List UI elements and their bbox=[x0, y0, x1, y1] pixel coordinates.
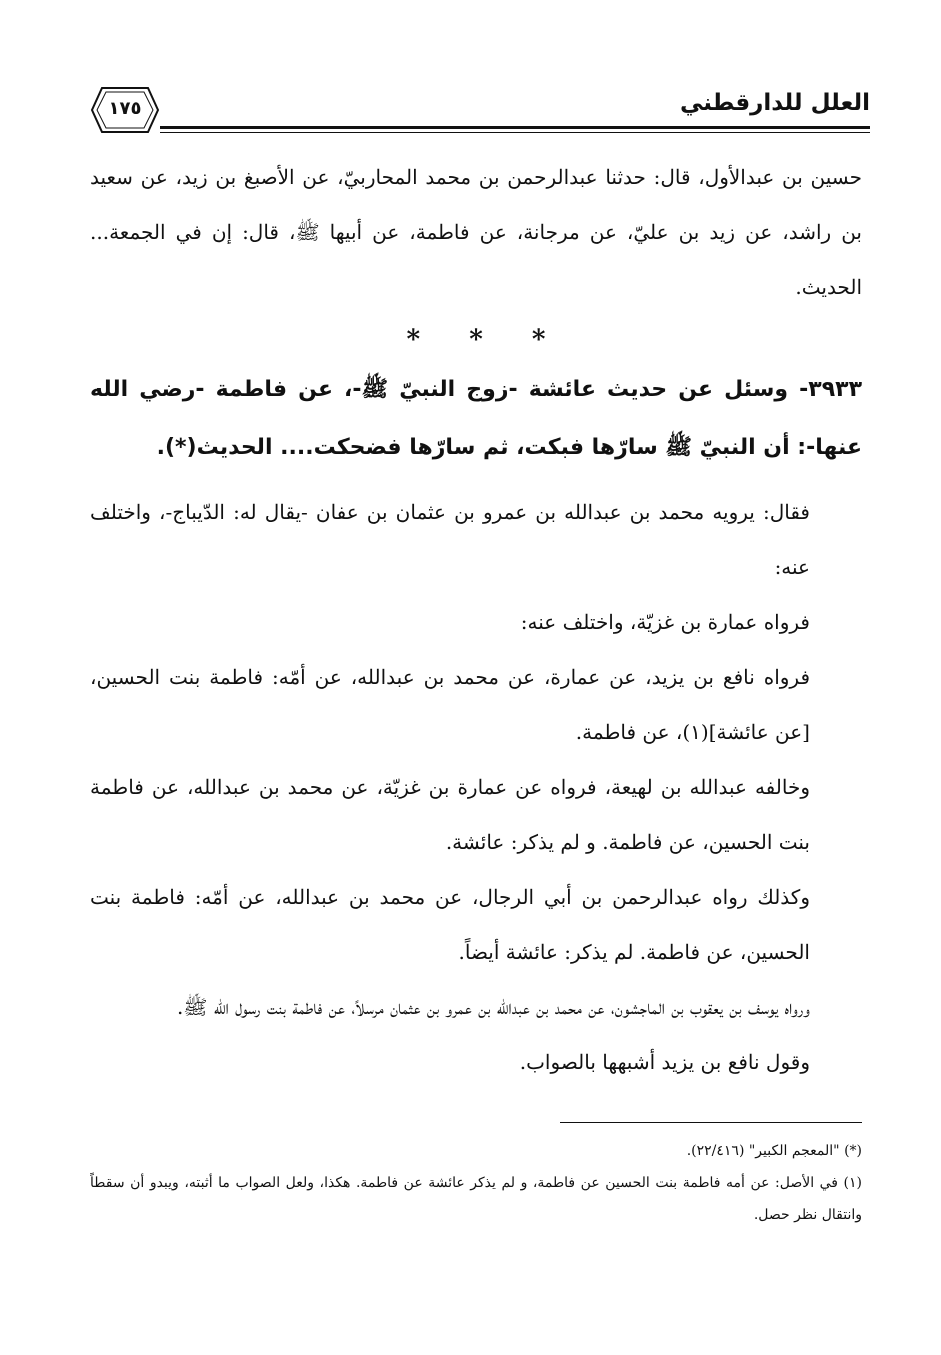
footnotes bbox=[90, 1135, 862, 1231]
paragraph-8: وقول نافع بن يزيد أشبهها بالصواب. bbox=[519, 1050, 810, 1074]
paragraph-6: وكذلك رواه عبدالرحمن بن أبي الرجال، عن محمد بن عبدالله، عن أمّه: فاطمة بنت الحسين، عن فاطمة. لم يذكر: عائشة أيضاً. bbox=[90, 885, 810, 964]
paragraph-1: حسين بن عبدالأول، قال: حدثنا عبدالرحمن بن محمد المحاربيّ، عن الأصبغ بن زيد، عن سعيد بن راشد، عن زيد بن عليّ، عن مرجانة، عن فاطمة، عن أبيها ﷺ، قال: إن في الجمعة... الحديث. bbox=[90, 165, 862, 299]
page-header bbox=[90, 80, 870, 140]
paragraph-7: ورواه يوسف بن يعقوب بن الماجشون، عن محمد بن عبدالله بن عمرو بن عثمان مرسلاً، عن فاطمة بنت رسول الله ﷺ. bbox=[176, 995, 810, 1019]
header-rule-thin bbox=[160, 132, 870, 133]
paragraph-2: فقال: يرويه محمد بن عبدالله بن عمرو بن عثمان بن عفان -يقال له: الدّيباج-، واختلف عنه: bbox=[90, 500, 810, 579]
running-title: العلل للدارقطني bbox=[680, 90, 870, 116]
section-separator: * * * bbox=[406, 325, 546, 355]
header-rule-thick bbox=[160, 126, 870, 129]
paragraph-4: فرواه نافع بن يزيد، عن عمارة، عن محمد بن عبدالله، عن أمّه: فاطمة بنت الحسين، [عن عائشة](١)، عن فاطمة. bbox=[90, 665, 810, 744]
main-text bbox=[90, 150, 862, 1090]
page-number-badge bbox=[90, 84, 160, 136]
paragraph-3: فرواه عمارة بن غزيّة، واختلف عنه: bbox=[520, 610, 810, 634]
page-number: ١٧٥ bbox=[108, 98, 142, 119]
paragraph-5: وخالفه عبدالله بن لهيعة، فرواه عن عمارة بن غزيّة، عن محمد بن عبدالله، عن فاطمة بنت الحسين، عن فاطمة. و لم يذكر: عائشة. bbox=[90, 775, 810, 854]
footnote-1: (١) في الأصل: عن أمه فاطمة بنت الحسين عن فاطمة، و لم يذكر عائشة عن فاطمة. هكذا، ولعل الصواب ما أثبته، ويبدو أن سقطاً وانتقال نظر حصل. bbox=[90, 1175, 862, 1223]
footnote-star: (*) "المعجم الكبير" (٢٢/٤١٦). bbox=[686, 1143, 862, 1159]
question-heading: ٣٩٣٣- وسئل عن حديث عائشة -زوج النبيّ ﷺ-، عن فاطمة -رضي الله عنها-: أن النبيّ ﷺ سارّها فبكت، ثم سارّها فضحكت.... الحديث(*). bbox=[90, 377, 862, 460]
footnote-rule bbox=[560, 1122, 862, 1123]
